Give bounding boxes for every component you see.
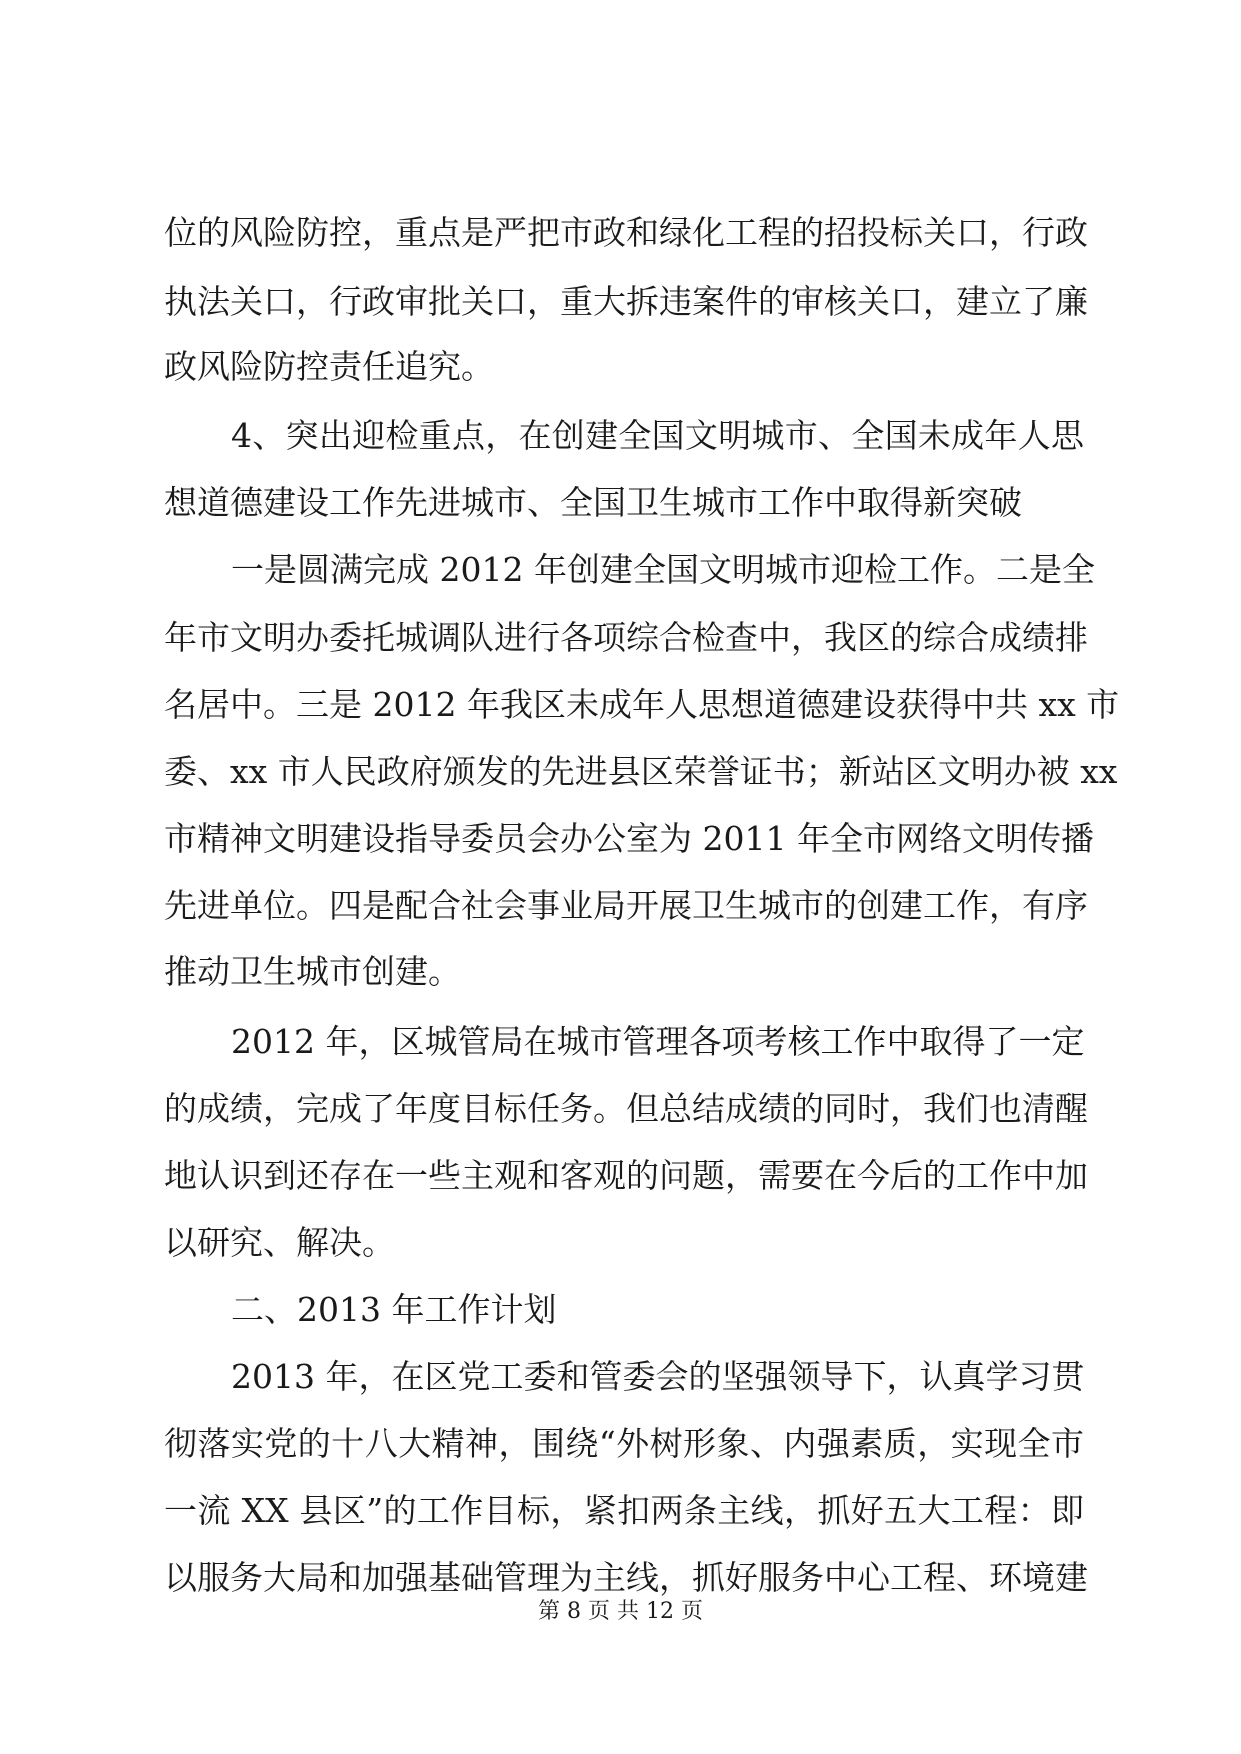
text-line: 委、xx 市人民政府颁发的先进县区荣誉证书；新站区文明办被 xx bbox=[164, 752, 1118, 791]
text-line: 彻落实党的十八大精神，围绕“外树形象、内强素质，实现全市 bbox=[164, 1424, 1084, 1463]
text-line: 2012 年，区城管局在城市管理各项考核工作中取得了一定 bbox=[231, 1022, 1085, 1061]
text-line: 推动卫生城市创建。 bbox=[164, 952, 461, 991]
page-footer: 第 8 页 共 12 页 bbox=[538, 1599, 703, 1624]
text-line: 执法关口，行政审批关口，重大拆违案件的审核关口，建立了廉 bbox=[164, 282, 1088, 321]
text-line: 的成绩，完成了年度目标任务。但总结成绩的同时，我们也清醒 bbox=[164, 1089, 1088, 1128]
text-line: 以服务大局和加强基础管理为主线，抓好服务中心工程、环境建 bbox=[164, 1558, 1088, 1597]
text-line: 以研究、解决。 bbox=[164, 1223, 395, 1262]
section-heading-line: 4、突出迎检重点，在创建全国文明城市、全国未成年人思 bbox=[231, 416, 1084, 455]
text-line: 年市文明办委托城调队进行各项综合检查中，我区的综合成绩排 bbox=[164, 618, 1088, 657]
text-line: 2013 年，在区党工委和管委会的坚强领导下，认真学习贯 bbox=[231, 1357, 1085, 1396]
text-line: 名居中。三是 2012 年我区未成年人思想道德建设获得中共 xx 市 bbox=[164, 685, 1120, 724]
text-line: 一是圆满完成 2012 年创建全国文明城市迎检工作。二是全 bbox=[231, 550, 1095, 589]
section-heading-line: 想道德建设工作先进城市、全国卫生城市工作中取得新突破 bbox=[164, 483, 1022, 522]
text-line: 先进单位。四是配合社会事业局开展卫生城市的创建工作，有序 bbox=[164, 886, 1088, 925]
text-line: 地认识到还存在一些主观和客观的问题，需要在今后的工作中加 bbox=[164, 1156, 1088, 1195]
text-line: 一流 XX 县区”的工作目标，紧扣两条主线，抓好五大工程：即 bbox=[164, 1491, 1084, 1530]
text-line: 政风险防控责任追究。 bbox=[164, 347, 494, 386]
text-line: 位的风险防控，重点是严把市政和绿化工程的招投标关口，行政 bbox=[164, 213, 1088, 252]
section-heading-line: 二、2013 年工作计划 bbox=[231, 1290, 557, 1329]
text-line: 市精神文明建设指导委员会办公室为 2011 年全市网络文明传播 bbox=[164, 819, 1094, 858]
